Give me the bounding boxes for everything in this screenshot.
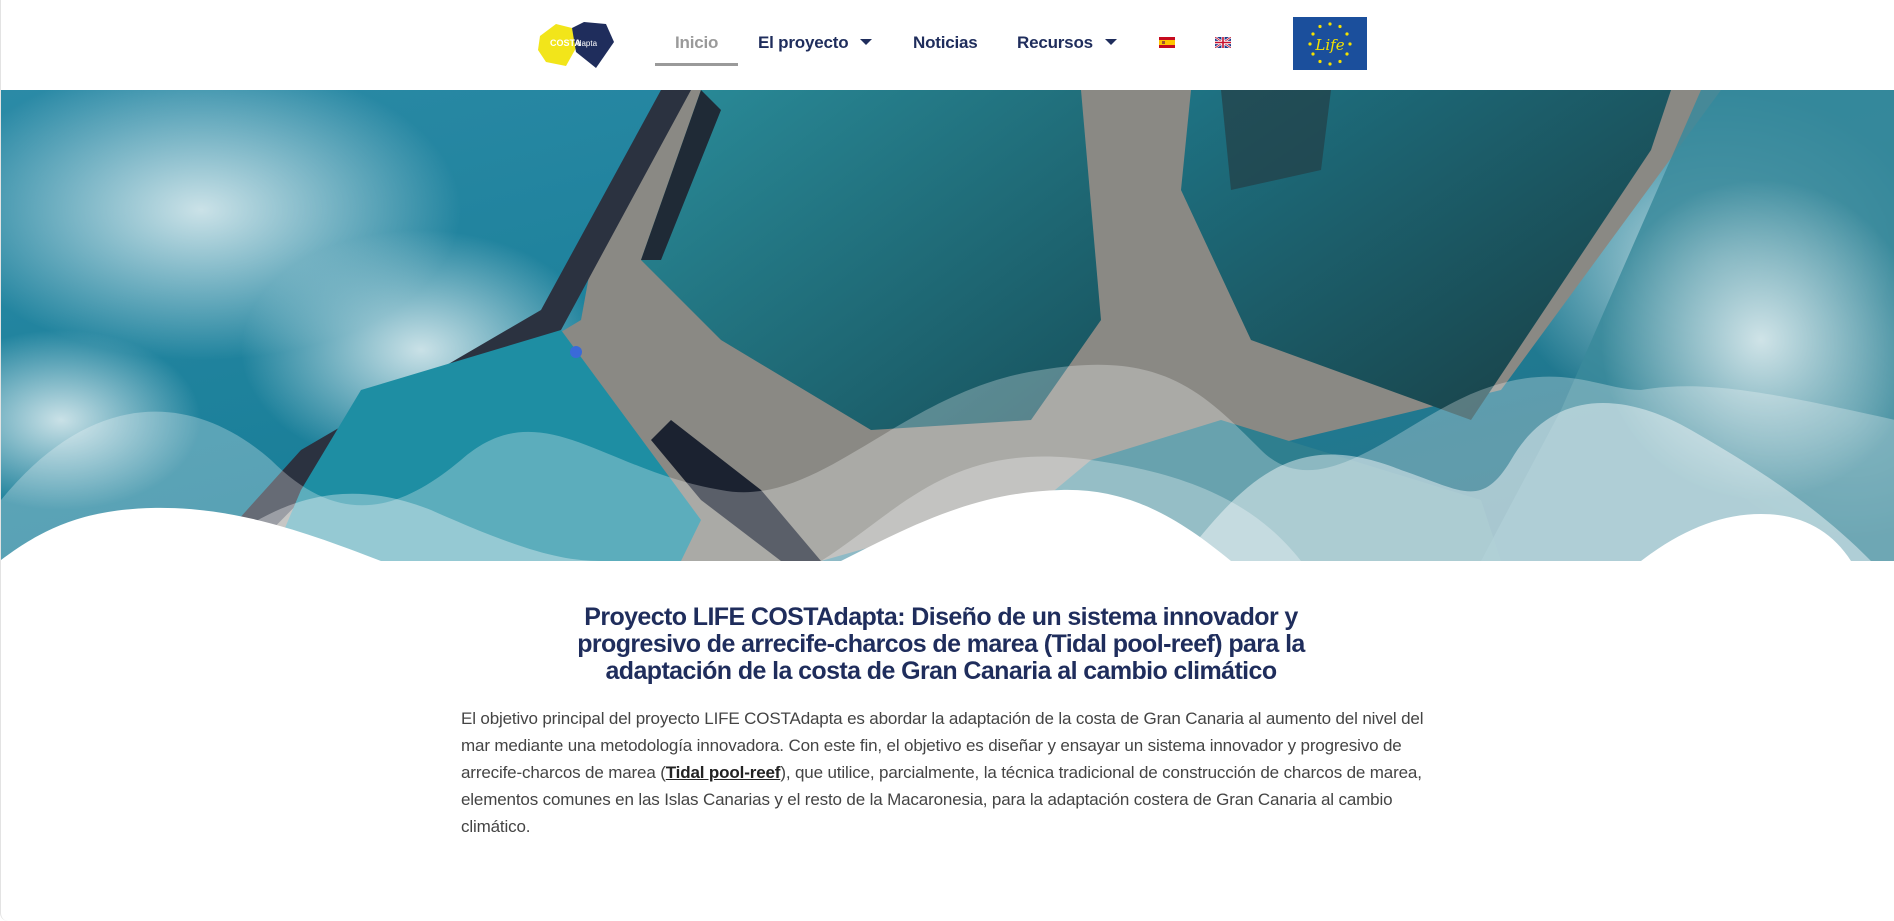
nav-recursos-label: Recursos <box>1017 33 1093 52</box>
nav-el-proyecto-label: El proyecto <box>758 33 849 52</box>
intro-text-before-link: El objetivo principal del proyecto LIFE COSTAdapta es abordar la adaptación de la costa de Gran Canaria al aumento del nivel del mar mediante una metodología innovadora. Con este fin, el objetivo es diseñar y ensayar un sistema innovador y progresivo de arrecife-charcos de marea ( <box>461 709 1424 782</box>
spain-flag-icon[interactable] <box>1159 37 1175 48</box>
nav-noticias[interactable]: Noticias <box>913 33 978 52</box>
nav-inicio[interactable]: Inicio <box>675 33 719 52</box>
intro-paragraph <box>461 705 1431 840</box>
site-header <box>1 0 1894 90</box>
chevron-down-icon <box>860 39 872 45</box>
page-title: Proyecto LIFE COSTAdapta: Diseño de un sistema innovador y progresivo de arrecife-charcos de marea (Tidal pool-reef) para la adaptación de la costa de Gran Canaria al cambio climático <box>577 603 1305 685</box>
uk-flag-icon[interactable] <box>1215 37 1231 48</box>
intro-text-after-link: ), que utilice, parcialmente, la técnica tradicional de construcción de charcos de marea, elementos comunes en las Islas Canarias y el resto de la Macaronesia, para la adaptación costera de Gran Canaria al cambio climático. <box>461 763 1422 836</box>
nav-recursos[interactable] <box>1017 31 1117 55</box>
tidal-pool-reef-link[interactable]: Tidal pool-reef <box>665 763 781 782</box>
costadapta-logo[interactable] <box>536 22 614 68</box>
chevron-down-icon <box>1105 39 1117 45</box>
svg-text:Life: Life <box>1315 36 1345 54</box>
eu-life-logo[interactable] <box>1293 17 1367 70</box>
svg-text:COSTA: COSTA <box>550 38 581 48</box>
active-nav-underline <box>655 63 738 66</box>
hero-image <box>1 90 1894 561</box>
nav-el-proyecto[interactable] <box>758 31 872 55</box>
svg-text:dapta: dapta <box>577 39 598 48</box>
